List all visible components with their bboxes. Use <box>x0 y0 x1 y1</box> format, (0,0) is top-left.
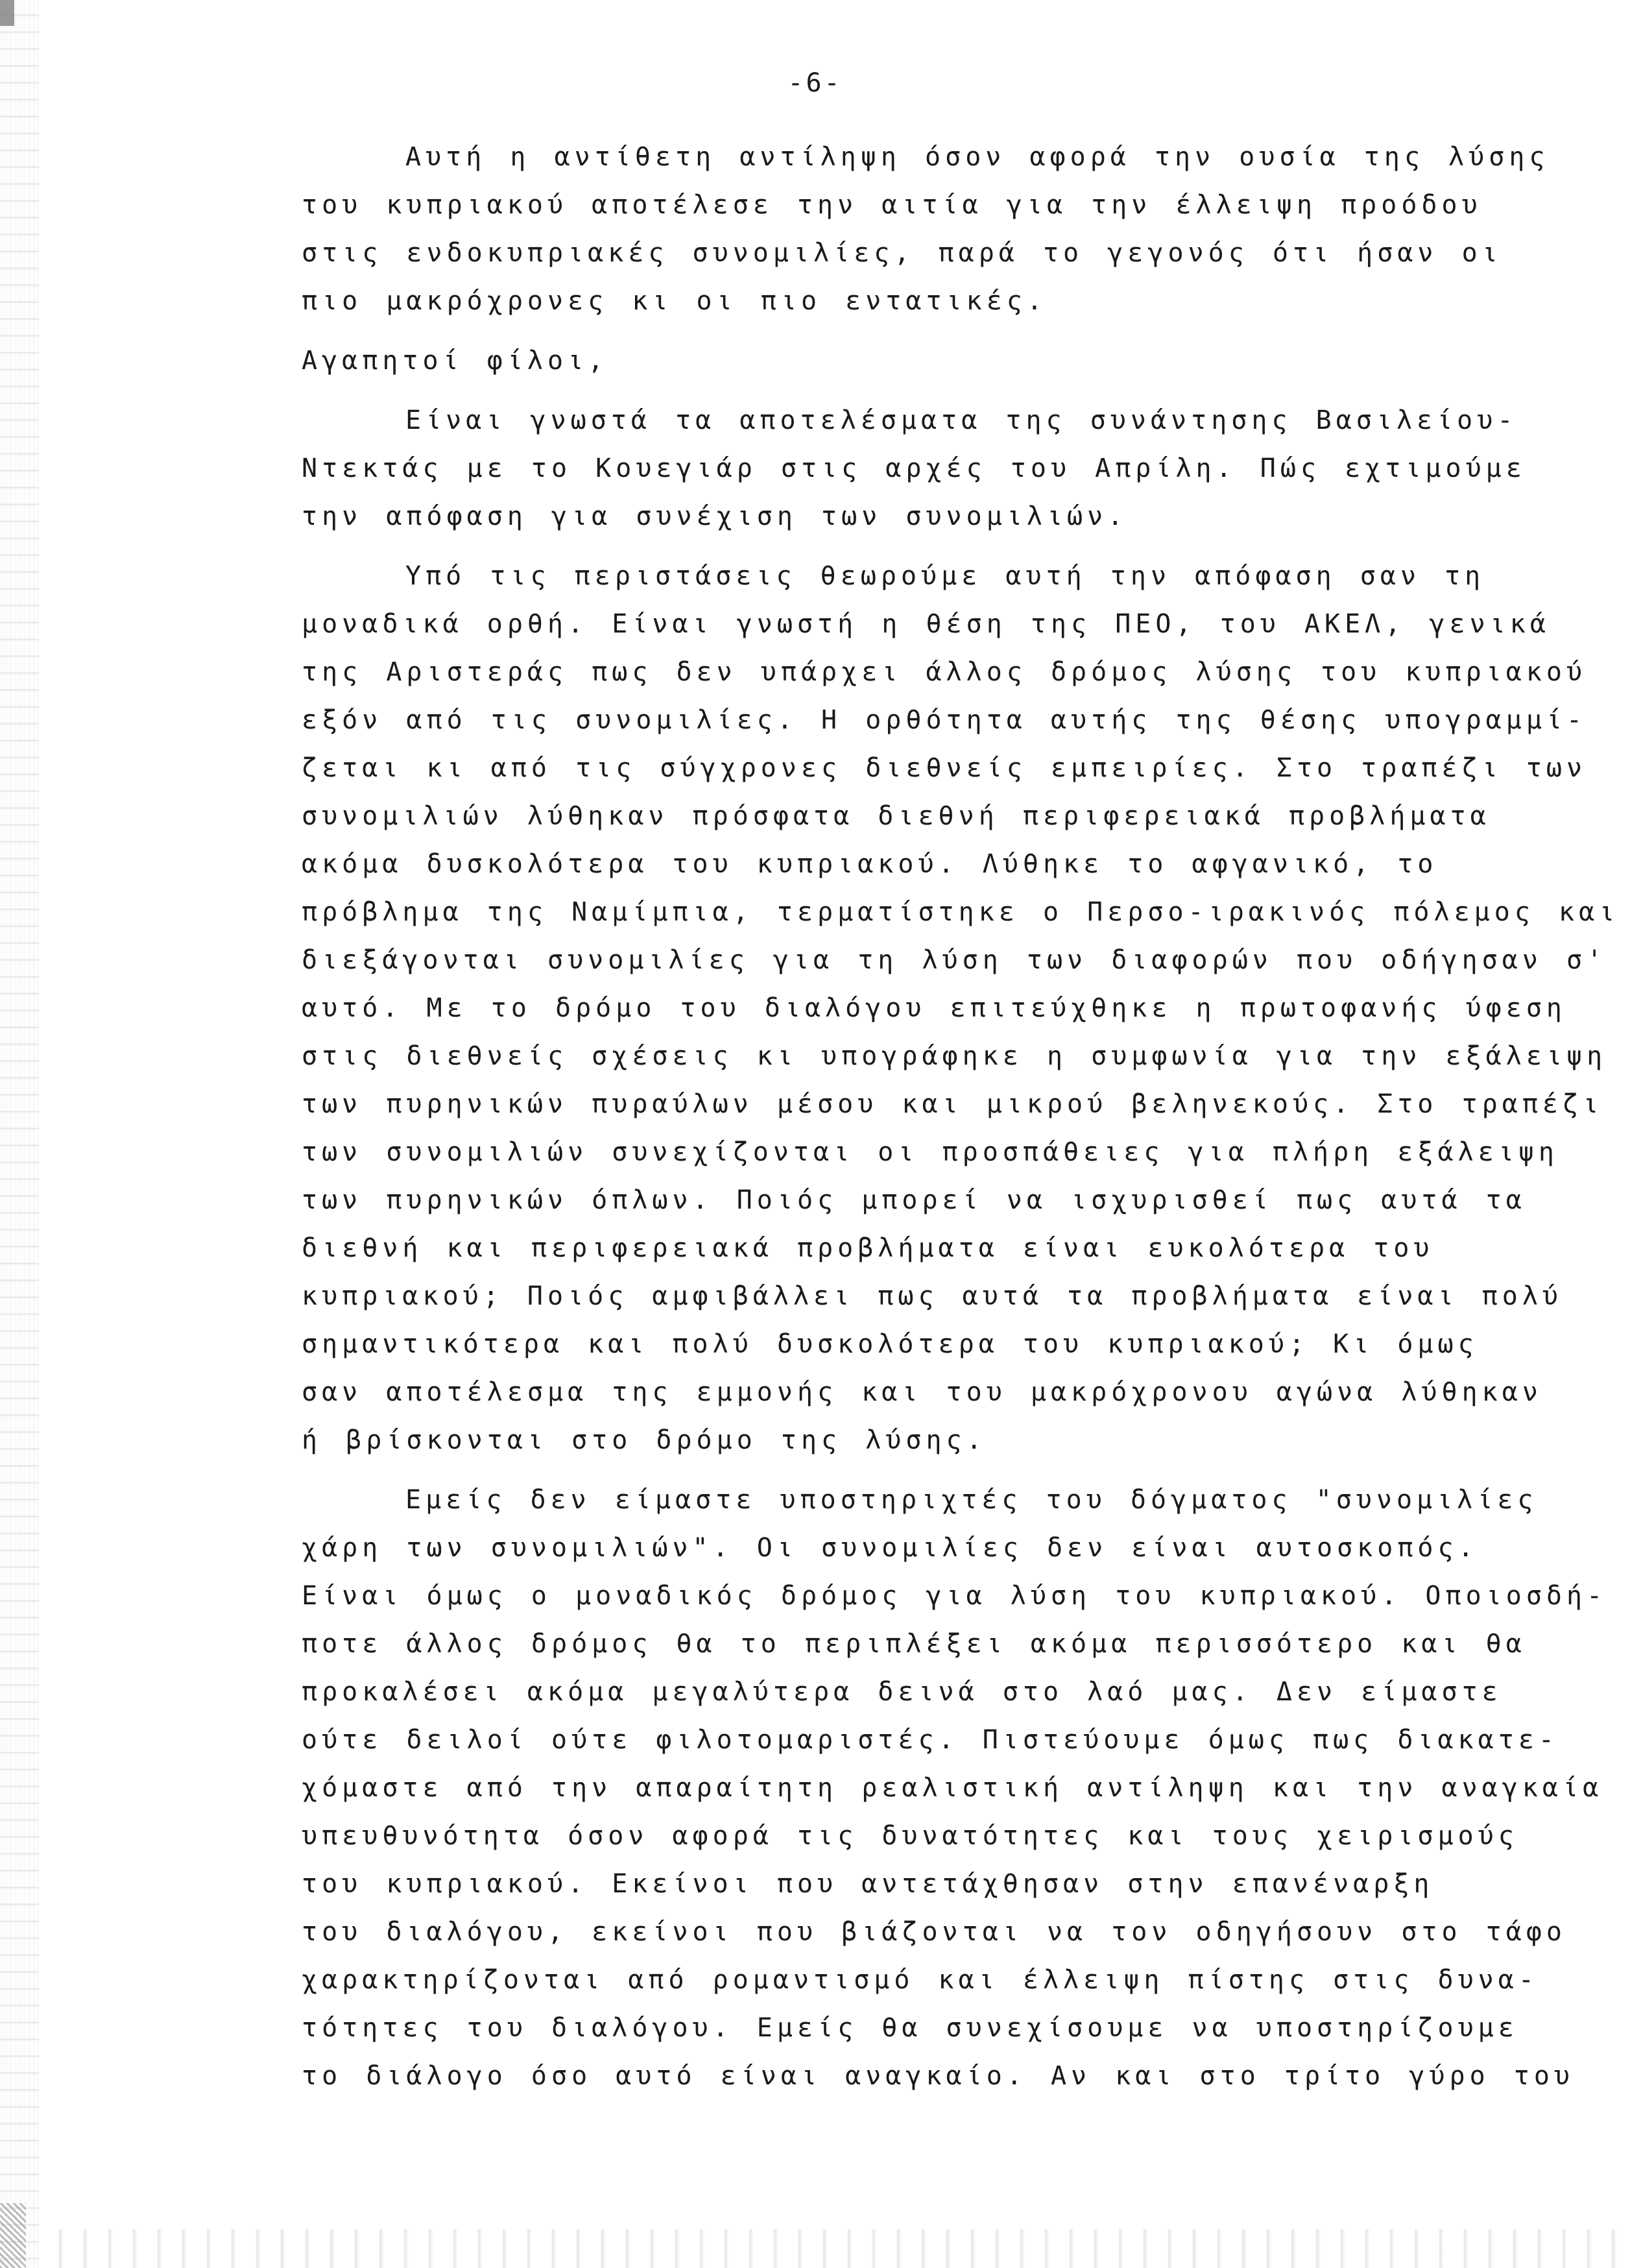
text-line: των συνομιλιών συνεχίζονται οι προσπάθειες για πλήρη εξάλειψη <box>302 1137 1559 1167</box>
text-line: Αυτή η αντίθετη αντίληψη όσον αφορά την ουσία της λύσης <box>405 142 1550 172</box>
text-line: ποτε άλλος δρόμος θα το περιπλέξει ακόμα περισσότερο και θα <box>302 1629 1526 1659</box>
paragraph <box>302 133 1586 325</box>
text-line: διεξάγονται συνομιλίες για τη λύση των διαφορών που οδήγησαν σ' <box>302 945 1607 975</box>
text-line: ζεται κι από τις σύγχρονες διεθνείς εμπειρίες. Στο τραπέζι των <box>302 753 1587 783</box>
text-line: των πυρηνικών όπλων. Ποιός μπορεί να ισχυρισθεί πως αυτά τα <box>302 1185 1526 1215</box>
text-line: της Αριστεράς πως δεν υπάρχει άλλος δρόμος λύσης του κυπριακού <box>302 657 1587 687</box>
text-line: Είναι όμως ο μοναδικός δρόμος για λύση του κυπριακού. Οποιοσδή- <box>302 1581 1607 1611</box>
paragraph-gap <box>302 325 1586 337</box>
paragraph-gap <box>302 540 1586 552</box>
text-line: αυτό. Με το δρόμο του διαλόγου επιτεύχθηκε η πρωτοφανής ύφεση <box>302 993 1567 1023</box>
scan-corner-mark-bottom <box>0 2203 26 2268</box>
page-number: -6- <box>787 68 843 98</box>
text-line: υπευθυνότητα όσον αφορά τις δυνατότητες και τους χειρισμούς <box>302 1821 1518 1851</box>
text-line: χόμαστε από την απαραίτητη ρεαλιστική αντίληψη και την αναγκαία <box>302 1773 1603 1803</box>
text-line: στις διεθνείς σχέσεις κι υπογράφηκε η συμφωνία για την εξάλειψη <box>302 1041 1607 1071</box>
paragraph <box>302 396 1586 540</box>
text-line: των πυρηνικών πυραύλων μέσου και μικρού βεληνεκούς. Στο τραπέζι <box>302 1089 1603 1119</box>
text-line: ακόμα δυσκολότερα του κυπριακού. Λύθηκε το αφγανικό, το <box>302 849 1438 879</box>
text-line: πρόβλημα της Ναμίμπια, τερματίστηκε ο Περσο-ιρακινός πόλεμος και <box>302 897 1620 927</box>
text-line: Εμείς δεν είμαστε υποστηριχτές του δόγματος "συνομιλίες <box>405 1485 1538 1515</box>
text-line: τότητες του διαλόγου. Εμείς θα συνεχίσουμε να υποστηρίζουμε <box>302 2013 1518 2043</box>
text-line: σημαντικότερα και πολύ δυσκολότερα του κυπριακού; Κι όμως <box>302 1329 1478 1359</box>
text-line: διεθνή και περιφερειακά προβλήματα είναι ευκολότερα του <box>302 1233 1434 1263</box>
paragraph-gap <box>302 1464 1586 1476</box>
scan-edge-bottom <box>39 2229 1630 2268</box>
text-line: προκαλέσει ακόμα μεγαλύτερα δεινά στο λαό μας. Δεν είμαστε <box>302 1677 1502 1707</box>
text-line: χαρακτηρίζονται από ρομαντισμό και έλλειψη πίστης στις δυνα- <box>302 1965 1539 1995</box>
paragraph <box>302 1476 1607 2100</box>
text-line: κυπριακού; Ποιός αμφιβάλλει πως αυτά τα προβλήματα είναι πολύ <box>302 1281 1563 1311</box>
paragraph <box>302 337 1586 385</box>
text-line: συνομιλιών λύθηκαν πρόσφατα διεθνή περιφερειακά προβλήματα <box>302 801 1491 831</box>
scan-corner-mark <box>0 0 14 26</box>
text-line: εξόν από τις συνομιλίες. Η ορθότητα αυτής της θέσης υπογραμμί- <box>302 705 1587 735</box>
text-line: του διαλόγου, εκείνοι που βιάζονται να τον οδηγήσουν στο τάφο <box>302 1917 1567 1947</box>
text-line: σαν αποτέλεσμα της εμμονής και του μακρόχρονου αγώνα λύθηκαν <box>302 1377 1542 1407</box>
text-line: την απόφαση για συνέχιση των συνομιλιών. <box>302 501 1128 531</box>
text-line: ούτε δειλοί ούτε φιλοτομαριστές. Πιστεύουμε όμως πως διακατε- <box>302 1725 1559 1755</box>
text-line: του κυπριακού αποτέλεσε την αιτία για την έλλειψη προόδου <box>302 190 1482 220</box>
scan-edge-left <box>0 0 39 2268</box>
text-line: Αγαπητοί φίλοι, <box>302 346 608 376</box>
text-line: πιο μακρόχρονες κι οι πιο εντατικές. <box>302 286 1047 316</box>
document-body <box>302 133 1620 2100</box>
text-line: ή βρίσκονται στο δρόμο της λύσης. <box>302 1425 987 1455</box>
paragraph <box>302 552 1620 1464</box>
text-line: μοναδικά ορθή. Είναι γνωστή η θέση της ΠΕΟ, του ΑΚΕΛ, γενικά <box>302 609 1550 639</box>
text-line: χάρη των συνομιλιών". Οι συνομιλίες δεν είναι αυτοσκοπός. <box>302 1533 1478 1563</box>
text-line: στις ενδοκυπριακές συνομιλίες, παρά το γεγονός ότι ήσαν οι <box>302 238 1502 268</box>
text-line: το διάλογο όσο αυτό είναι αναγκαίο. Αν και στο τρίτο γύρο του <box>302 2061 1575 2091</box>
paragraph-gap <box>302 385 1586 396</box>
text-line: του κυπριακού. Εκείνοι που αντετάχθησαν στην επανέναρξη <box>302 1869 1434 1899</box>
text-line: Υπό τις περιστάσεις θεωρούμε αυτή την απόφαση σαν τη <box>405 561 1485 591</box>
text-line: Είναι γνωστά τα αποτελέσματα της συνάντησης Βασιλείου- <box>405 405 1518 435</box>
text-line: Ντεκτάς με το Κουεγιάρ στις αρχές του Απρίλη. Πώς εχτιμούμε <box>302 453 1526 483</box>
